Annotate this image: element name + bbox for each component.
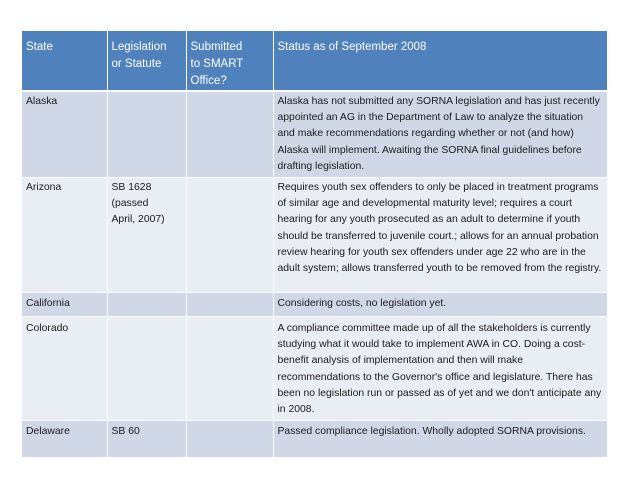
sorna-status-table-container (22, 31, 607, 458)
cell-state: Arizona (22, 178, 107, 293)
cell-legislation (107, 293, 186, 317)
header-submitted: Submitted to SMART Office? (186, 31, 273, 91)
header-state: State (22, 31, 107, 91)
header-status: Status as of September 2008 (273, 31, 607, 91)
cell-state: Colorado (22, 317, 107, 421)
sorna-status-table (22, 31, 607, 458)
cell-submitted (186, 317, 273, 421)
cell-legislation: SB 1628 (passed April, 2007) (107, 178, 186, 293)
cell-state: California (22, 293, 107, 317)
cell-status: Requires youth sex offenders to only be placed in treatment programs of similar age and developmental maturity level; requires a court hearing for any youth prosecuted as an adult to determine if youth should be transferred to juvenile court.; allows for an annual probation review hearing for youth sex offenders under age 22 who are in the adult system; allows transferred youth to be removed from the registry. (273, 178, 607, 293)
cell-status: Considering costs, no legislation yet. (273, 293, 607, 317)
cell-submitted (186, 421, 273, 458)
table-body (22, 91, 607, 458)
table-row (22, 421, 607, 458)
cell-submitted (186, 293, 273, 317)
header-legislation: Legislation or Statute (107, 31, 186, 91)
table-header (22, 31, 607, 91)
cell-status: Passed compliance legislation. Wholly adopted SORNA provisions. (273, 421, 607, 458)
cell-submitted (186, 178, 273, 293)
table-row (22, 293, 607, 317)
header-row (22, 31, 607, 91)
cell-state: Delaware (22, 421, 107, 458)
cell-legislation (107, 91, 186, 178)
cell-submitted (186, 91, 273, 178)
cell-legislation (107, 317, 186, 421)
cell-legislation: SB 60 (107, 421, 186, 458)
cell-status: A compliance committee made up of all the stakeholders is currently studying what it would take to implement AWA in CO. Doing a cost-benefit analysis of implementation and then will make recommendations to the Governor's office and legislature. There has been no legislation run or passed as of yet and we don't anticipate any in 2008. (273, 317, 607, 421)
cell-status: Alaska has not submitted any SORNA legislation and has just recently appointed an AG in the Department of Law to analyze the situation and make recommendations regarding whether or not (and how) Alaska will implement. Awaiting the SORNA final guidelines before drafting legislation. (273, 91, 607, 178)
table-row (22, 178, 607, 293)
table-row (22, 91, 607, 178)
table-row (22, 317, 607, 421)
cell-state: Alaska (22, 91, 107, 178)
